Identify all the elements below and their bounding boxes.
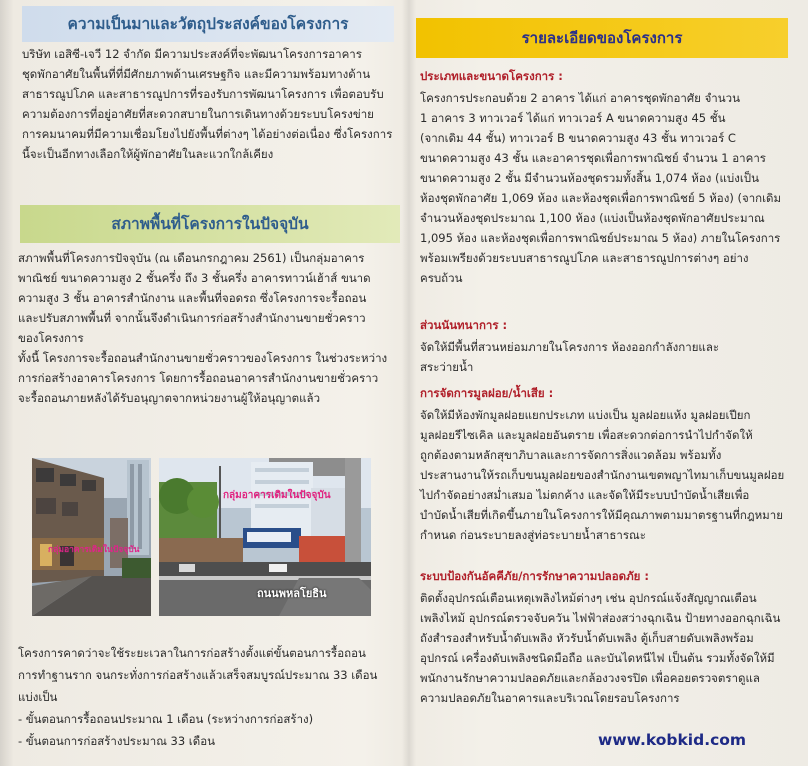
text-line: (จากเดิม 44 ชั้น) ทาวเวอร์ B ขนาดความสูง 43 ชั้น ทาวเวอร์ C xyxy=(420,131,736,145)
text-line: - ขั้นตอนการรื้อถอนประมาณ 1 เดือน (ระหว่างการก่อสร้าง) xyxy=(18,712,314,726)
text-line: จำนวนห้องชุดประมาณ 1,100 ห้อง (แบ่งเป็นห้องชุดพักอาศัยประมาณ xyxy=(420,211,765,225)
text-line: ไปกำจัดอย่างสม่ำเสมอ ไม่ตกค้าง และจัดให้มีระบบบำบัดน้ำเสียเพื่อ xyxy=(420,488,750,502)
text-line: บำบัดน้ำเสียที่เกิดขึ้นภายในโครงการให้มีคุณภาพตามมาตรฐานที่กฎหมาย xyxy=(420,508,783,522)
text-line: พนักงานรักษาความปลอดภัยและกล้องวงจรปิด เพื่อคอยตรวจตราดูแล xyxy=(420,671,760,685)
text-line: - ขั้นตอนการก่อสร้างประมาณ 33 เดือน xyxy=(18,734,215,748)
text-line: เพลิงไหม้ อุปกรณ์ตรวจจับควัน ไฟฟ้าส่องสว่างฉุกเฉิน ป้ายทางออกฉุกเฉิน xyxy=(420,611,781,625)
text-line: ขนาดความสูง 43 ชั้น และอาคารชุดเพื่อการพาณิชย์ จำนวน 1 อาคาร xyxy=(420,151,766,165)
heading-project-type: ประเภทและขนาดโครงการ : xyxy=(420,69,563,83)
text-line: ถูกต้องตามหลักสุขาภิบาลและการจัดการสิ่งแวดล้อม พร้อมทั้ง xyxy=(420,448,722,462)
text-line: การทำฐานราก จนกระทั่งการก่อสร้างแล้วเสร็จสมบูรณ์ประมาณ 33 เดือน xyxy=(18,668,378,682)
text-line: บริษัท เอสิซี-เจวี 12 จำกัด มีความประสงค์ที่จะพัฒนาโครงการอาคาร xyxy=(22,47,362,61)
text-line: สาธารณูปโภค และสาธารณูปการที่รองรับการพัฒนาโครงการ เพื่อตอบรับ xyxy=(22,87,384,101)
section-banner-project-details: รายละเอียดของโครงการ xyxy=(416,18,788,58)
background-paragraph xyxy=(22,44,397,164)
text-line: ของโครงการ xyxy=(18,331,84,345)
text-line: การคมนาคมที่มีความเชื่อมโยงไปยังพื้นที่ต่างๆ ได้อย่างต่อเนื่อง ซึ่งโครงการ xyxy=(22,127,393,141)
text-line: กำหนด ก่อนระบายลงสู่ท่อระบายน้ำสาธารณะ xyxy=(420,528,646,542)
text-line: สภาพพื้นที่โครงการปัจจุบัน (ณ เดือนกรกฎาคม 2561) เป็นกลุ่มอาคาร xyxy=(18,251,365,265)
waste-management-paragraph xyxy=(420,405,784,545)
heading-waste-management: การจัดการมูลฝอย/น้ำเสีย : xyxy=(420,386,554,400)
text-line: อุปกรณ์ เครื่องดับเพลิงชนิดมือถือ และบันไดหนีไฟ เป็นต้น รวมทั้งจัดให้มี xyxy=(420,651,775,665)
photo-caption-road: ถนนพหลโยธิน xyxy=(257,587,327,600)
text-line: ติดตั้งอุปกรณ์เตือนเหตุเพลิงไหม้ต่างๆ เช่น อุปกรณ์แจ้งสัญญาณเตือน xyxy=(420,591,757,605)
text-line: นี้จะเป็นอีกทางเลือกให้ผู้พักอาศัยในละแวกใกล้เคียง xyxy=(22,147,274,161)
page-fold xyxy=(402,0,416,766)
text-line: ขนาดความสูง 2 ชั้น มีจำนวนห้องชุดรวมทั้งสิ้น 1,074 ห้อง (แบ่งเป็น xyxy=(420,171,759,185)
text-line: พร้อมเพรียงด้วยระบบสาธารณูปโภค และสาธารณูปการต่างๆ อย่าง xyxy=(420,251,749,265)
photo-caption-existing-buildings: กลุ่มอาคารเดิมในปัจจุบัน xyxy=(223,490,331,501)
text-line: พาณิชย์ ขนาดความสูง 2 ชั้นครึ่ง ถึง 3 ชั้นครึ่ง อาคารทาวน์เฮ้าส์ ขนาด xyxy=(18,271,371,285)
text-line: ความปลอดภัยในอาคารและบริเวณโดยรอบโครงการ xyxy=(420,691,680,705)
text-line: มูลฝอยรีไซเคิล และมูลฝอยอันตราย เพื่อสะดวกต่อการนำไปกำจัดให้ xyxy=(420,428,753,442)
project-type-paragraph xyxy=(420,88,784,288)
text-line: สระว่ายน้ำ xyxy=(420,360,474,374)
page-shadow-left xyxy=(0,0,14,766)
text-line: ถังสำรองสำหรับน้ำดับเพลิง หัวรับน้ำดับเพลิง ตู้เก็บสายดับเพลิงพร้อม xyxy=(420,631,754,645)
text-line: และปรับสภาพพื้นที่ จากนั้นจึงดำเนินการก่อสร้างสำนักงานขายชั่วคราว xyxy=(18,311,366,325)
website-credit: www.kobkid.com xyxy=(598,731,747,749)
text-line: โครงการคาดว่าจะใช้ระยะเวลาในการก่อสร้างตั้งแต่ขั้นตอนการรื้อถอน xyxy=(18,646,366,660)
construction-period-paragraph xyxy=(18,642,398,752)
text-line: ความต้องการที่อยู่อาศัยที่สะดวกสบายในการเดินทางด้วยระบบโครงข่าย xyxy=(22,107,374,121)
text-line: ประสานงานให้รถเก็บขนมูลฝอยของสำนักงานเขตพญาไทมาเก็บขนมูลฝอย xyxy=(420,468,785,482)
text-line: ห้องชุดพักอาศัย 1,069 ห้อง และห้องชุดเพื่อการพาณิชย์ 5 ห้อง) (จากเดิม xyxy=(420,191,782,205)
photo-caption-existing-buildings: กลุ่มอาคารเดิมในปัจจุบัน xyxy=(48,545,140,555)
text-line: โครงการประกอบด้วย 2 อาคาร ได้แก่ อาคารชุดพักอาศัย จำนวน xyxy=(420,91,740,105)
site-photo-street xyxy=(32,458,151,616)
text-line: ทั้งนี้ โครงการจะรื้อถอนสำนักงานขายชั่วคราวของโครงการ ในช่วงระหว่าง xyxy=(18,351,388,365)
text-line: จัดให้มีพื้นที่สวนหย่อมภายในโครงการ ห้องออกกำลังกายและ xyxy=(420,340,720,354)
text-line: 1 อาคาร 3 ทาวเวอร์ ได้แก่ ทาวเวอร์ A ขนาดความสูง 45 ชั้น xyxy=(420,111,726,125)
heading-recreation: ส่วนนันทนาการ : xyxy=(420,318,508,332)
site-photo-road xyxy=(159,458,371,616)
text-line: ชุดพักอาศัยในพื้นที่ที่มีศักยภาพด้านเศรษฐกิจ และมีความพร้อมทางด้าน xyxy=(22,67,371,81)
heading-fire-safety: ระบบป้องกันอัคคีภัย/การรักษาความปลอดภัย : xyxy=(420,569,650,583)
text-line: 1,095 ห้อง และห้องชุดเพื่อการพาณิชย์ประมาณ 5 ห้อง) ภายในโครงการ xyxy=(420,231,781,245)
fire-safety-paragraph xyxy=(420,588,784,708)
text-line: ครบถ้วน xyxy=(420,271,463,285)
current-site-paragraph xyxy=(18,248,396,408)
section-banner-current-site: สภาพพื้นที่โครงการในปัจจุบัน xyxy=(20,205,400,243)
section-banner-background: ความเป็นมาและวัตถุประสงค์ของโครงการ xyxy=(22,6,394,42)
text-line: แบ่งเป็น xyxy=(18,690,58,704)
text-line: การก่อสร้างอาคารโครงการ โดยการรื้อถอนอาคารสำนักงานขายชั่วคราว xyxy=(18,371,379,385)
text-line: ความสูง 3 ชั้น อาคารสำนักงาน และพื้นที่จอดรถ ซึ่งโครงการจะรื้อถอน xyxy=(18,291,367,305)
recreation-paragraph xyxy=(420,337,784,377)
text-line: จัดให้มีห้องพักมูลฝอยแยกประเภท แบ่งเป็น มูลฝอยแห้ง มูลฝอยเปียก xyxy=(420,408,751,422)
text-line: จะรื้อถอนภายหลังได้รับอนุญาตจากหน่วยงานผู้ให้อนุญาตแล้ว xyxy=(18,391,321,405)
